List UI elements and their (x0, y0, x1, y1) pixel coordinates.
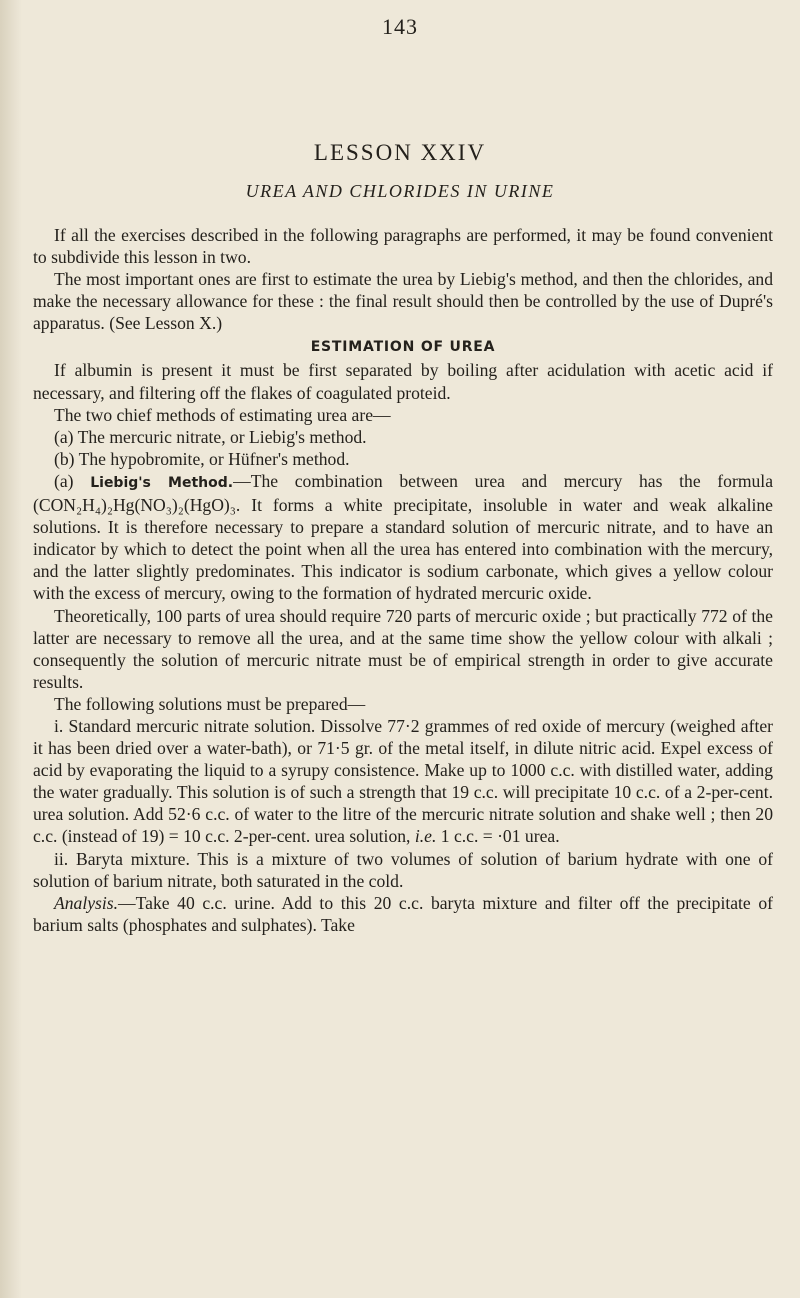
solution-i-text: i. Standard mercuric nitrate solution. Dissolve 77·2 grammes of red oxide of mercury (weighed after it has been dried over a water-bath), or 71·5 gr. of the metal itself, in dilute nitric acid. Expel excess of acid by evaporating the liquid to a syrupy consistence. Make up to 1000 c.c. with distilled water, adding the water gradually. This solution is of such a strength that 19 c.c. will precipitate 10 c.c. of a 2-per-cent. urea solution. Add 52·6 c.c. of water to the litre of the mercuric nitrate solution and shake well ; then 20 c.c. (instead of 19) = 10 c.c. 2-per-cent. urea solution, (33, 715, 773, 847)
liebig-paragraph (33, 470, 773, 605)
solution-ii-paragraph: ii. Baryta mixture. This is a mixture of two volumes of solution of barium hydrate with one of solution of barium nitrate, both saturated in the cold. (33, 848, 773, 891)
analysis-label: Analysis. (54, 892, 119, 913)
body-text (33, 224, 773, 936)
analysis-paragraph (33, 892, 773, 936)
analysis-text: —Take 40 c.c. urine. Add to this 20 c.c. baryta mixture and filter off the precipitate of barium salts (phosphates and sulphates). Take (33, 892, 773, 935)
liebig-rest: It forms a white precipitate, insoluble in water and weak alkaline solutions. It is therefore necessary to prepare a standard solution of mercuric nitrate, and to have an indicator by which to detect the point when all the urea has entered into combination with the mercury, and the latter slightly predominates. This indicator is sodium carbonate, which gives a yellow colour with the excess of mercury, owing to the formation of hydrated mercuric oxide. (33, 495, 773, 604)
methods-intro: The two chief methods of estimating urea are— (54, 404, 391, 425)
method-item-b: (b) The hypobromite, or Hüfner's method. (54, 448, 350, 469)
albumin-paragraph: If albumin is present it must be first separated by boiling after acidulation with acetic acid if necessary, and filtering off the flakes of coagulated proteid. (33, 360, 773, 403)
liebig-lead: —The combination between urea and mercury has the formula (233, 470, 774, 491)
urea-mercury-formula: (CON₂H₄)₂Hg(NO₃)₂(HgO)₃. (33, 495, 241, 516)
lesson-title: LESSON XXIV (313, 140, 487, 165)
theory-paragraph: Theoretically, 100 parts of urea should require 720 parts of mercuric oxide ; but practically 772 of the latter are necessary to remove all the urea, and at the same time show the yellow colour with alkali ; consequently the solution of mercuric nitrate must be of empirical strength in order to give accurate results. (33, 605, 773, 692)
page-number: 143 (382, 14, 418, 39)
liebig-label: (a) (54, 470, 74, 491)
section-heading: ESTIMATION OF UREA (310, 339, 496, 356)
solution-i-tail: 1 c.c. = ·01 urea. (436, 826, 560, 847)
intro-paragraph-2: The most important ones are first to estimate the urea by Liebig's method, and then the chlorides, and make the necessary allowance for these : the final result should then be controlled by the use of Dupré's apparatus. (See Lesson X.) (33, 269, 773, 334)
method-item-a: (a) The mercuric nitrate, or Liebig's method. (54, 426, 367, 447)
solution-i-ie: i.e. (414, 826, 437, 847)
liebig-method-heading: Liebig's Method. (90, 474, 234, 491)
solution-i-paragraph (33, 715, 773, 848)
intro-paragraph-1: If all the exercises described in the following paragraphs are performed, it may be found convenient to subdivide this lesson in two. (33, 225, 773, 268)
preparation-intro: The following solutions must be prepared— (54, 693, 366, 714)
lesson-subtitle: UREA AND CHLORIDES IN URINE (245, 181, 555, 201)
